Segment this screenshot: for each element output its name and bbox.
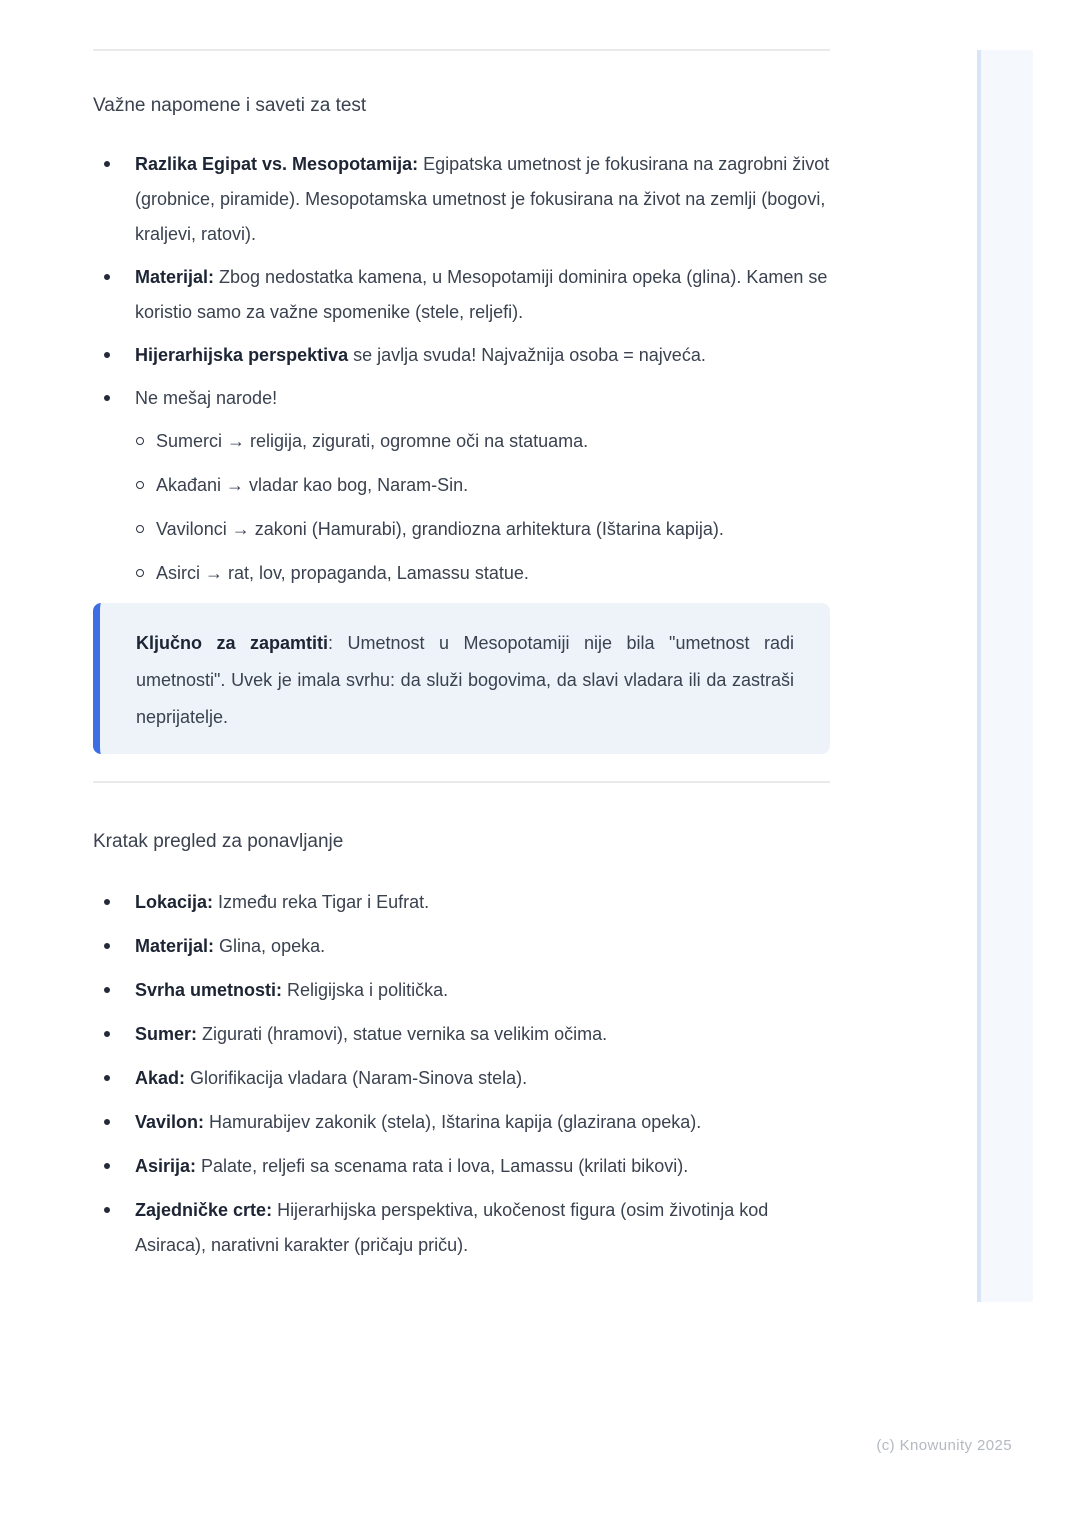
callout-text bbox=[136, 625, 794, 736]
list-item bbox=[93, 381, 830, 416]
list-item-lead: Materijal: bbox=[135, 267, 215, 287]
list-item-lead: Materijal: bbox=[135, 936, 215, 956]
list-item-body: Egipatska umetnost je fokusirana na zagrobni život (grobnice, piramide). Mesopotamska umetnost je fokusirana na život na zemlji (bogovi, kraljevi, ratovi). bbox=[135, 154, 830, 244]
list-item-lead: Sumer: bbox=[135, 1024, 198, 1044]
bullet-icon bbox=[104, 943, 110, 949]
nested-list-item bbox=[136, 556, 830, 591]
list-item-body: Između reka Tigar i Eufrat. bbox=[213, 892, 430, 912]
review-list bbox=[93, 885, 830, 1263]
list-item bbox=[93, 1193, 830, 1263]
copyright-text: (c) Knowunity 2025 bbox=[876, 1437, 1012, 1454]
list-item-text bbox=[135, 929, 830, 964]
list-item-lead: Hijerarhijska perspektiva bbox=[135, 345, 349, 365]
list-item-text bbox=[135, 1017, 830, 1052]
list-item-lead: Lokacija: bbox=[135, 892, 214, 912]
list-item bbox=[93, 1105, 830, 1140]
list-item-body: Zigurati (hramovi), statue vernika sa velikim očima. bbox=[197, 1024, 608, 1044]
divider bbox=[93, 781, 830, 783]
list-item-text bbox=[135, 147, 830, 252]
key-takeaway-callout bbox=[93, 603, 830, 754]
list-item bbox=[93, 338, 830, 373]
list-item-body: se javlja svuda! Najvažnija osoba = najveća. bbox=[348, 345, 706, 365]
right-side-panel[interactable] bbox=[977, 50, 1033, 1302]
list-item-body: Ne mešaj narode! bbox=[135, 388, 278, 408]
circle-bullet-icon bbox=[136, 437, 144, 445]
nested-list-item-text: Sumerci → religija, zigurati, ogromne oči na statuama. bbox=[156, 431, 589, 451]
list-item bbox=[93, 885, 830, 920]
nested-list-item-text: Akađani → vladar kao bog, Naram-Sin. bbox=[156, 475, 469, 495]
nested-list-item bbox=[136, 512, 830, 547]
bullet-icon bbox=[104, 395, 110, 401]
list-item-text bbox=[135, 1105, 830, 1140]
notes-section-heading: Važne napomene i saveti za test bbox=[93, 95, 367, 116]
bullet-icon bbox=[104, 1075, 110, 1081]
bullet-icon bbox=[104, 161, 110, 167]
list-item bbox=[93, 1017, 830, 1052]
list-item-text bbox=[135, 1061, 830, 1096]
notes-list bbox=[93, 147, 830, 591]
bullet-icon bbox=[104, 1031, 110, 1037]
nested-list-item bbox=[136, 424, 830, 459]
callout-body: : Umetnost u Mesopotamiji nije bila "umetnost radi umetnosti". Uvek je imala svrhu: da služi bogovima, da slavi vladara ili da zastraši neprijatelje. bbox=[136, 633, 794, 727]
list-item-lead: Zajedničke crte: bbox=[135, 1200, 273, 1220]
list-item-body: Palate, reljefi sa scenama rata i lova, Lamassu (krilati bikovi). bbox=[196, 1156, 689, 1176]
circle-bullet-icon bbox=[136, 569, 144, 577]
list-item bbox=[93, 260, 830, 330]
bullet-icon bbox=[104, 1207, 110, 1213]
circle-bullet-icon bbox=[136, 481, 144, 489]
nested-list-item-text: Vavilonci → zakoni (Hamurabi), grandiozna arhitektura (Ištarina kapija). bbox=[156, 519, 724, 539]
bullet-icon bbox=[104, 274, 110, 280]
nested-list bbox=[136, 424, 830, 591]
list-item-lead: Vavilon: bbox=[135, 1112, 205, 1132]
review-section-heading: Kratak pregled za ponavljanje bbox=[93, 831, 344, 852]
list-item-body: Hijerarhijska perspektiva, ukočenost figura (osim životinja kod Asiraca), narativni karakter (pričaju priču). bbox=[135, 1200, 769, 1255]
list-item-text bbox=[135, 1149, 830, 1184]
list-item bbox=[93, 1061, 830, 1096]
list-item-body: Glorifikacija vladara (Naram-Sinova stela). bbox=[185, 1068, 528, 1088]
nested-list-item-text: Asirci → rat, lov, propaganda, Lamassu statue. bbox=[156, 563, 529, 583]
bullet-icon bbox=[104, 352, 110, 358]
bullet-icon bbox=[104, 987, 110, 993]
list-item-text bbox=[135, 885, 830, 920]
list-item bbox=[93, 1149, 830, 1184]
list-item-text bbox=[135, 1193, 830, 1263]
list-item-body: Religijska i politička. bbox=[282, 980, 449, 1000]
list-item-text bbox=[135, 260, 830, 330]
bullet-icon bbox=[104, 1119, 110, 1125]
list-item bbox=[93, 147, 830, 252]
list-item bbox=[93, 929, 830, 964]
circle-bullet-icon bbox=[136, 525, 144, 533]
bullet-icon bbox=[104, 899, 110, 905]
list-item-lead: Svrha umetnosti: bbox=[135, 980, 283, 1000]
list-item-text bbox=[135, 973, 830, 1008]
document-page bbox=[93, 0, 830, 1272]
list-item-lead: Akad: bbox=[135, 1068, 186, 1088]
list-item-text bbox=[135, 338, 830, 373]
list-item-lead: Asirija: bbox=[135, 1156, 197, 1176]
list-item-body: Zbog nedostatka kamena, u Mesopotamiji dominira opeka (glina). Kamen se koristio samo za važne spomenike (stele, reljefi). bbox=[135, 267, 828, 322]
list-item bbox=[93, 973, 830, 1008]
list-item-body: Glina, opeka. bbox=[214, 936, 326, 956]
nested-list-item bbox=[136, 468, 830, 503]
list-item-body: Hamurabijev zakonik (stela), Ištarina kapija (glazirana opeka). bbox=[204, 1112, 702, 1132]
callout-lead: Ključno za zapamtiti bbox=[136, 633, 328, 653]
divider bbox=[93, 49, 830, 51]
bullet-icon bbox=[104, 1163, 110, 1169]
list-item-lead: Razlika Egipat vs. Mesopotamija: bbox=[135, 154, 419, 174]
list-item-text bbox=[135, 381, 830, 416]
